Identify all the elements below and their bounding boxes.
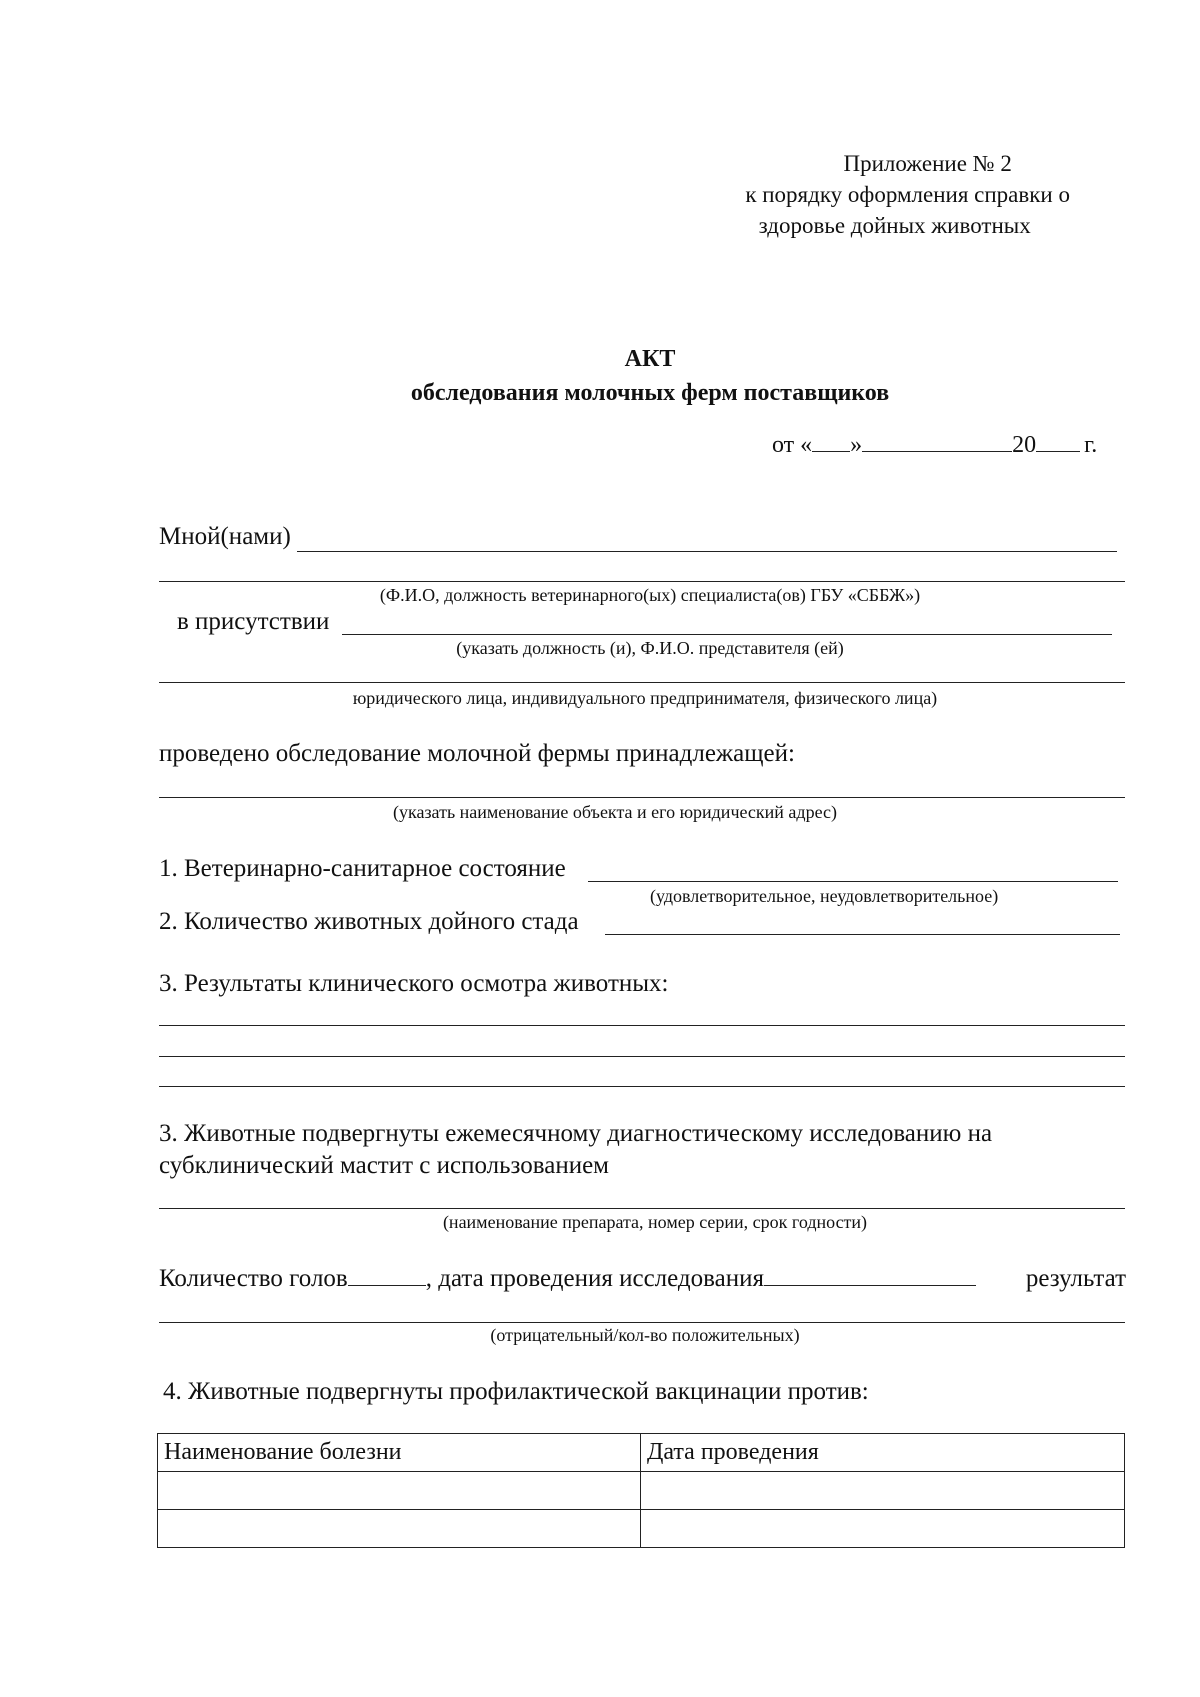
date-line	[772, 432, 1097, 459]
by-caption: (Ф.И.О, должность ветеринарного(ых) специалиста(ов) ГБУ «СББЖ»)	[379, 585, 921, 605]
farm-label: проведено обследование молочной фермы принадлежащей:	[159, 740, 795, 767]
date-prefix: от «	[772, 432, 813, 458]
item1-label: 1. Ветеринарно-санитарное состояние	[159, 855, 566, 882]
item3-line-1[interactable]	[159, 1025, 1125, 1026]
date-year-field[interactable]	[1036, 451, 1080, 452]
title-subtitle: обследования молочных ферм поставщиков	[410, 380, 890, 406]
annex-block	[745, 148, 1070, 241]
annex-subject: здоровье дойных животных	[758, 213, 1031, 238]
item2-label: 2. Количество животных дойного стада	[159, 908, 579, 935]
result-label: результат	[1025, 1265, 1126, 1292]
vaccination-table	[157, 1433, 1125, 1548]
date-close-quote: »	[850, 432, 863, 458]
by-field[interactable]	[297, 551, 1117, 552]
table-row	[158, 1472, 1125, 1510]
item3-label: 3. Результаты клинического осмотра животных:	[159, 970, 669, 997]
study-date-field[interactable]	[764, 1285, 976, 1286]
date-month-field[interactable]	[862, 451, 1012, 452]
presence-caption-1: (указать должность (и), Ф.И.О. представителя (ей)	[456, 638, 844, 658]
annex-reference: к порядку оформления справки о	[745, 182, 1070, 207]
item4-label: 4. Животные подвергнуты профилактической вакцинации против:	[163, 1378, 869, 1405]
by-field-second-line[interactable]	[159, 581, 1125, 582]
table-header-row	[158, 1434, 1125, 1472]
date-cell[interactable]	[641, 1472, 1125, 1510]
presence-caption-2: юридического лица, индивидуального предпринимателя, физического лица)	[352, 688, 938, 708]
date-century: 20	[1012, 432, 1037, 458]
header-disease-name: Наименование болезни	[158, 1434, 641, 1472]
item3b-field[interactable]	[159, 1208, 1125, 1209]
title-act: АКТ	[624, 346, 676, 372]
count-row	[159, 1265, 976, 1293]
result-caption: (отрицательный/кол-во положительных)	[490, 1325, 800, 1345]
item1-caption: (удовлетворительное, неудовлетворительное)	[650, 886, 999, 906]
study-date-label: , дата проведения исследования	[425, 1265, 764, 1292]
item2-field[interactable]	[605, 934, 1120, 935]
header-date: Дата проведения	[641, 1434, 1125, 1472]
item3b-line-2: субклинический мастит с использованием	[159, 1152, 609, 1179]
presence-field-second-line[interactable]	[159, 682, 1125, 683]
date-cell[interactable]	[641, 1510, 1125, 1548]
item3b-caption: (наименование препарата, номер серии, срок годности)	[442, 1212, 868, 1232]
heads-field[interactable]	[348, 1285, 426, 1286]
date-day-field[interactable]	[812, 451, 850, 452]
presence-field[interactable]	[342, 634, 1112, 635]
table-row	[158, 1510, 1125, 1548]
heads-label: Количество голов	[159, 1265, 348, 1292]
item3-line-3[interactable]	[159, 1086, 1125, 1087]
disease-cell[interactable]	[158, 1510, 641, 1548]
by-label: Мной(нами)	[159, 523, 291, 550]
document-title	[0, 342, 1200, 410]
disease-cell[interactable]	[158, 1472, 641, 1510]
presence-label: в присутствии	[177, 608, 330, 635]
date-suffix: г.	[1084, 432, 1098, 458]
annex-number: Приложение № 2	[843, 151, 1012, 176]
farm-field[interactable]	[159, 797, 1125, 798]
item1-field[interactable]	[588, 881, 1118, 882]
item3b-line-1: 3. Животные подвергнуты ежемесячному диагностическому исследованию на	[159, 1120, 993, 1147]
item3-line-2[interactable]	[159, 1056, 1125, 1057]
result-field[interactable]	[159, 1322, 1125, 1323]
farm-caption: (указать наименование объекта и его юридический адрес)	[392, 802, 837, 822]
